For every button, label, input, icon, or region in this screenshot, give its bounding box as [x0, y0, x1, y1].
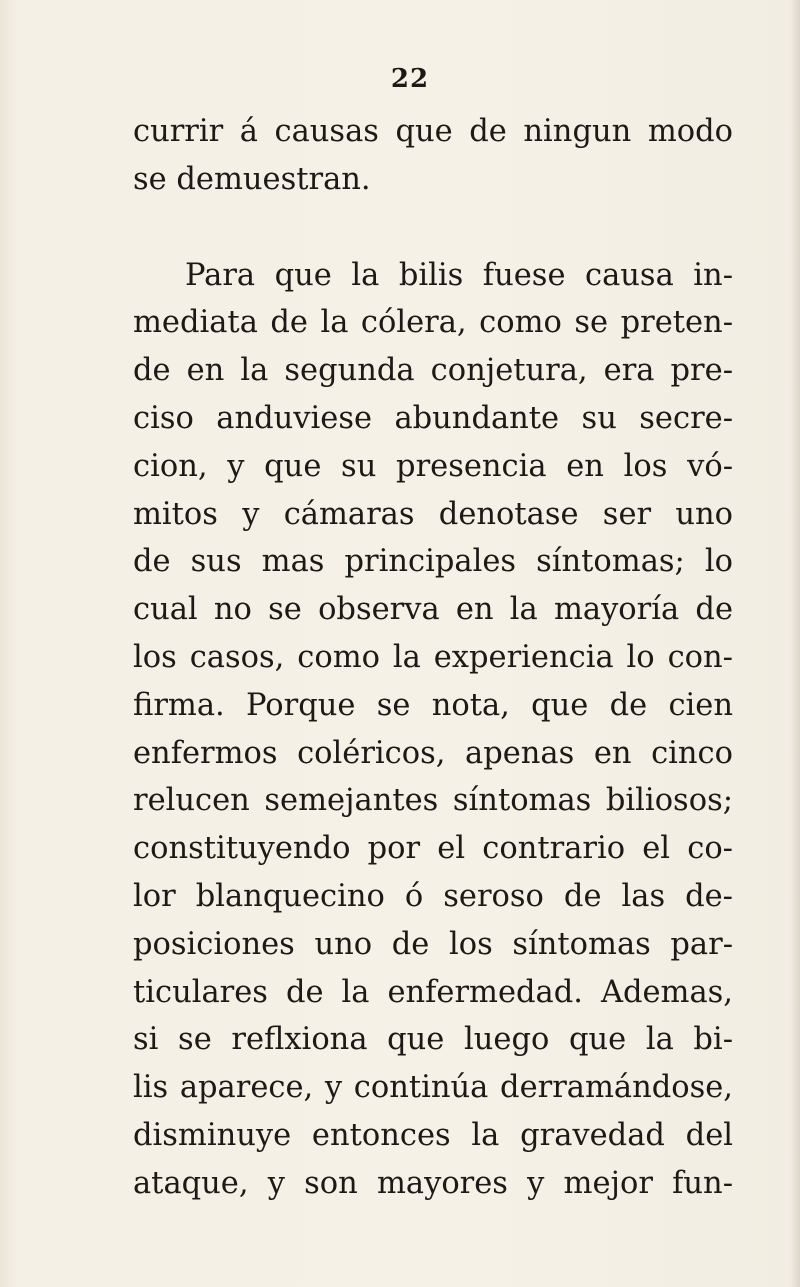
paragraph-gap [133, 204, 733, 252]
text-line: posiciones uno de los síntomas par- [133, 926, 733, 962]
page-number: 22 [390, 64, 430, 94]
text-line: Para que la bilis fuese causa in- [185, 257, 733, 293]
text-line: relucen semejantes síntomas biliosos; [133, 783, 733, 819]
text-line: de en la segunda conjetura, era pre- [133, 353, 733, 389]
text-line: se demuestran. [133, 161, 371, 197]
text-line: cual no se observa en la mayoría de [133, 592, 733, 628]
text-line: si se reflxiona que luego que la bi- [133, 1022, 733, 1058]
text-line: firma. Porque se nota, que de cien [133, 687, 733, 723]
text-line: ataque, y son mayores y mejor fun- [133, 1165, 733, 1201]
text-line: de sus mas principales síntomas; lo [133, 544, 733, 580]
text-line: ticulares de la enfermedad. Ademas, [133, 974, 733, 1010]
text-line: mitos y cámaras denotase ser uno [133, 496, 733, 532]
text-line: mediata de la cólera, como se preten- [133, 305, 733, 341]
page-edge-shadow [790, 0, 800, 1287]
text-line: los casos, como la experiencia lo con- [133, 639, 733, 675]
text-line: cion, y que su presencia en los vó- [133, 448, 733, 484]
body-text [133, 108, 733, 1208]
text-line: lis aparece, y continúa derramándose, [133, 1070, 733, 1106]
text-line: constituyendo por el contrario el co- [133, 831, 733, 867]
text-line: ciso anduviese abundante su secre- [133, 400, 733, 436]
text-line: disminuye entonces la gravedad del [133, 1117, 733, 1153]
text-line: lor blanquecino ó seroso de las de- [133, 878, 733, 914]
text-line: currir á causas que de ningun modo [133, 114, 733, 149]
text-line: enfermos coléricos, apenas en cinco [133, 735, 733, 771]
